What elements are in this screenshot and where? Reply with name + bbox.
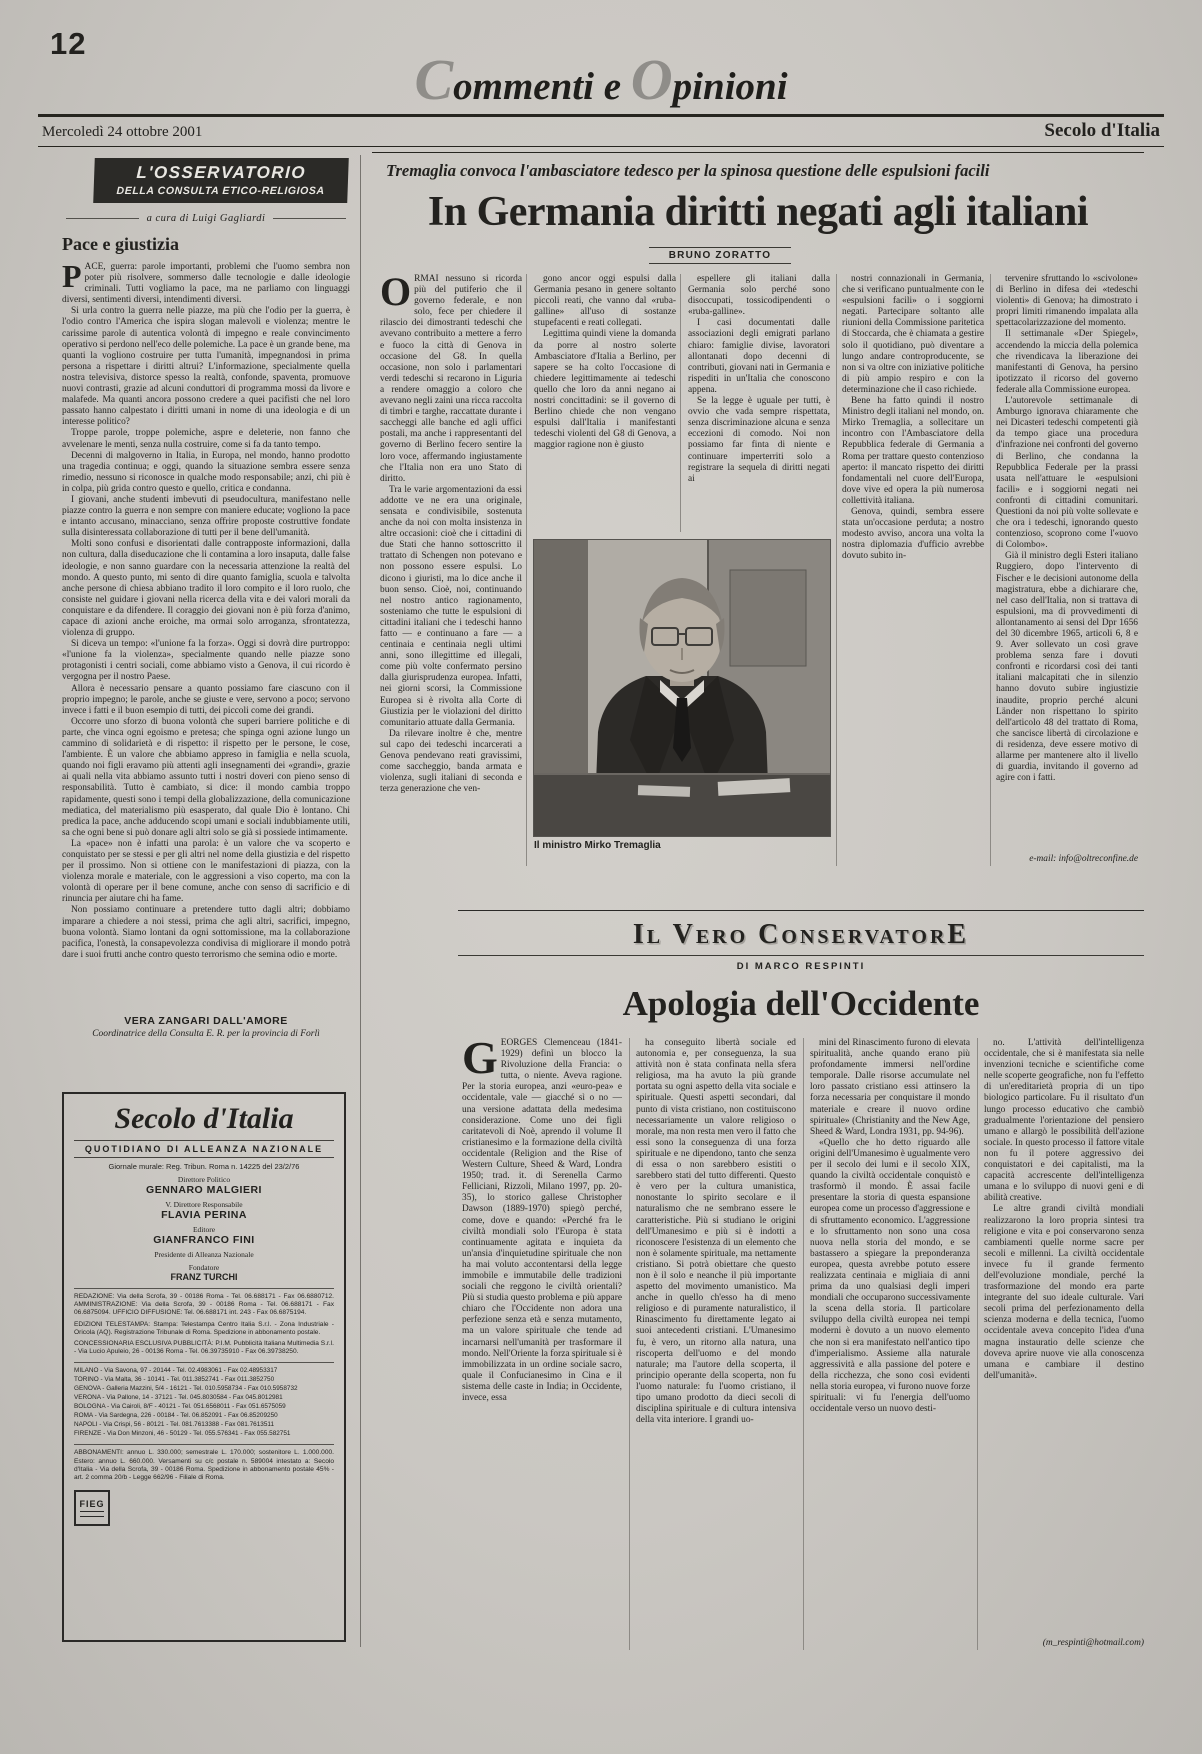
curator-dash-right: [273, 218, 346, 219]
conservatore-byline: DI MARCO RESPINTI: [736, 961, 866, 972]
minister-photo: [534, 540, 830, 836]
paragraph: CONCESSIONARIA ESCLUSIVA PUBBLICITÀ: P.I.M. Pubblicità Italiana Multimedia S.r.l. - Via Lucio Apuleio, 26 - 00136 Roma - Tel. 06.39735910 - Fax 06.39738250.: [74, 1340, 334, 1356]
paragraph: Il settimanale «Der Spiegel», accendendo la miccia della polemica che rivendicava la liberazione dei manifestanti di Genova, ha persino ipotizzato il ricorso del governo federale alla Commissione europea.: [996, 329, 1138, 395]
column-5-paragraphs: [996, 274, 1138, 784]
header-rule-thick: [38, 114, 1164, 117]
fieg-row: [74, 1490, 334, 1526]
main-headline: In Germania diritti negati agli italiani: [427, 189, 1089, 235]
column-separator: [836, 274, 837, 866]
name-editore: GIANFRANCO FINI: [153, 1234, 255, 1246]
role-direttore-responsabile: V. Direttore Responsabile: [165, 1200, 243, 1209]
role-fondatore: Fondatore: [188, 1263, 220, 1272]
paragraph: [462, 1038, 622, 1404]
osservatorio-title: Pace e giustizia: [62, 234, 179, 254]
osservatorio-banner: [93, 158, 349, 203]
paragraph: Già il ministro degli Esteri italiano Ruggiero, dopo l'intervento di Fischer e le decisioni autonome della magistratura, ebbe a dichiarare che, nel caso dell'Italia, non si trattava di espulsioni, ma di provvedimenti di allontanamento ai sensi del Dpr 1656 del 30 dicembre 1965, articoli 6, 8 e 9. Aver sollevato un così grave problema senza fare i dovuti confronti e ricordarsi così dei tanti italiani malcapitati che in silenzio hanno dovuto subire ingiustizie inaudite, proprio perché alcuni Länder non rispettano lo spirito dell'articolo 48 del trattato di Roma, che sancisce libertà di circolazione e di residenza, deve essere motivo di allarme per mantenere alto il livello di guardia, invitando il governo ad agire con i fatti.: [996, 551, 1138, 784]
paragraph: Bene ha fatto quindi il nostro Ministro degli italiani nel mondo, on. Mirko Tremaglia, a sollecitare un incontro con l'Ambasciatore della Repubblica federale di Germania a Roma per trattare questo contenzioso aperto: il mancato rispetto dei diritti fondamentali nel cuore dell'Europa, dove vive ed opera la più numerosa collettività italiana.: [842, 396, 984, 506]
paragraph: FIRENZE - Via Don Minzoni, 46 - 50129 - Tel. 055.576341 - Fax 055.582751: [74, 1430, 291, 1438]
section-word-2: pinioni: [672, 65, 788, 108]
section-initial-o: O: [630, 47, 673, 112]
paragraph: Molti sono confusi e disorientati dalle contrapposte informazioni, dalla non cultura, dalla diseducazione che li contamina a loro insaputa, dalle false ideologie, e non sanno guardare con la necessaria attenzione la realtà del mondo. A questo punto, mi sento di dire quanto famiglia, scuola e talvolta anche persone di chiesa abbiano tradito il loro compito e il loro ruolo, che consiste nel guidare i giovani nella ricerca della vita e dei valori morali da conquistare e da difendere. Il coraggio dei giovani non è più forza d'animo, capace di azioni anche eroiche, ma ormai solo arroganza, sfrontatezza, violenza di gruppo.: [62, 539, 350, 639]
paragraph: ha conseguito libertà sociale ed autonomia e, per conseguenza, la sua attività non è stata confinata nella sfera religiosa, ma ha avuto la più grande portata su ogni aspetto della vita sociale e spirituale. Questi aspetti secondari, dal punto di vista cristiano, non costituiscono necessariamente un valore religioso o morale, ma non resta men vero il fatto che essi sono la conseguenza di una forza spirituale e ne dipendono, tanto che senza di essa o non sarebbero esistiti o sarebbero stati del tutto differenti. Questo è vero per la cultura umanistica, nonostante lo spirito secolare e il naturalismo che ne sembrano essere le caratteristiche. Più si studiano le origini dell'Umanesimo e più si è indotti a riconoscere l'esistenza di un elemento che non è solamente spirituale, ma nettamente cristiano. Si potrà obiettare che questo non è il solo e neanche il più importante aspetto del movimento umanistico. Ma anche in quello ch'esso ha di meno religioso e di puramente naturalistico, il Rinascimento fu direttamente legato ai suoi antecedenti cristiani. L'Umanesimo fu, è vero, un ritorno alla natura, una riscoperta dell'uomo e del mondo naturale; ma l'autore della scoperta, il principio operante della scoperta, non fu l'uomo naturale: fu l'uomo cristiano, il tipo umano prodotto da dieci secoli di disciplina spirituale e di cultura intensiva della vita interiore. I grandi uo-: [636, 1038, 796, 1426]
date: Mercoledì 24 ottobre 2001: [42, 124, 203, 140]
column-separator: [977, 1038, 978, 1650]
colophon-city-lines: [74, 1367, 334, 1438]
colophon-masthead: Secolo d'Italia: [114, 1102, 294, 1135]
subscriptions-info: ABBONAMENTI: annuo L. 330.000; semestrale L. 170.000; sostenitore L. 1.000.000. Estero: annuo L. 660.000. Versamenti su c/c postale n. 589004 intestato a: Secolo d'Italia - Via della Scrofa, 39 - 00186 Roma. Spedizione in abbonamento postale 45% - art. 2 comma 20/b - Legge 662/96 - Filiale di Roma.: [74, 1449, 334, 1482]
conservatore-col3-paragraphs: [810, 1038, 970, 1415]
drop-cap: G: [462, 1038, 498, 1083]
paragraph: [62, 262, 350, 306]
paragraph: Da rilevare inoltre è che, mentre sul capo dei tedeschi incarcerati a Genova pendevano reati gravissimi, come saccheggio, banda armata e violenza, sugli italiani di seconda e terza generazione che ven-: [380, 728, 522, 795]
article-column-5: [996, 274, 1138, 866]
paragraph: La «pace» non è infatti una parola: è un valore che va scoperto e conquistato per se stessi e per gli altri nel nome della giustizia e del rispetto per il prossimo. Non si ottiene con le manifestazioni di piazza, con la violenza morale e materiale, con le aggressioni a viso coperto, ma con la volontà di operare per il bene comune, anche con senso di sacrificio e di rinuncia per aiutare chi ha fame.: [62, 838, 350, 905]
editore-note: Presidente di Alleanza Nazionale: [154, 1250, 254, 1259]
name-fondatore: FRANZ TURCHI: [170, 1272, 238, 1282]
conservatore-header-rule: [458, 955, 1144, 956]
kicker: Tremaglia convoca l'ambasciatore tedesco per la spinosa questione delle espulsioni facili: [386, 161, 990, 180]
paragraph: Tra le varie argomentazioni da essi addotte ve ne era una originale, sensata e condivisibile, sostenuta anche da noi con molta insistenza in altre occasioni: cioè che i cittadini di due Stati che hanno sottoscritto il trattato di Schengen non potevano e non possono essere espulsi. Lo dicono i giuristi, ma lo dice anche il buon senso. Cioè, noi, continuando nel nostro antico ragionamento, sosteniamo che tutte le espulsioni di cittadini italiani che i tedeschi hanno fatto — e continuano a fare — a centinaia e centinaia negli ultimi anni, sono illegittime ed illegali, come più volte confermato persino dalla giurisprudenza europea. Infatti, nei giorni scorsi, la Commissione Europea si è rivolta alla Corte di Giustizia per le violazioni del diritto comunitario attuate dalla Germania.: [380, 484, 522, 728]
conservatore-header: Il Vero ConservatorE: [632, 919, 970, 950]
author-signature: VERA ZANGARI DALL'AMORE: [124, 1015, 288, 1027]
conservatore-headline: Apologia dell'Occidente: [622, 984, 980, 1023]
curator-text: a cura di Luigi Gagliardi: [146, 213, 266, 224]
paragraph: Allora è necessario pensare a quanto possiamo fare ciascuno con il proprio impegno; le parole, anche se giuste e vere, servono a poco; servono invece i fatti e il buon esempio di tutti, dei piccoli come dei grandi.: [62, 683, 350, 716]
paragraph: gono ancor oggi espulsi dalla Germania pesano in genere soltanto piccoli reati, che vanno dal «ruba-galline» all'uso di sostanze stupefacenti e reati collegati.: [534, 274, 676, 329]
article-columns: [372, 274, 1144, 870]
article-column-2: [534, 274, 676, 532]
paragraph: no. L'attività dell'intelligenza occidentale, che si è manifestata sia nelle invenzioni tecniche e scientifiche come nelle scoperte geografiche, non fu l'effetto di un'ereditarietà propria di un tipo biologico particolare. Fu il risultato d'un lungo processo educativo che cambiò gradualmente l'orientazione del pensiero umano e allargò le possibilità dell'azione sociale. In questo processo il fattore vitale non fu il potere aggressivo dei conquistatori e dei capitalisti, ma la capacità accrescente dell'intelligenza umana e lo sviluppo di nuovi geni e di abilità creative.: [984, 1038, 1144, 1204]
column-2-paragraphs: [534, 274, 676, 452]
role-direttore-politico: Direttore Politico: [177, 1175, 231, 1184]
byline: BRUNO ZORATTO: [649, 247, 791, 264]
byline-row: [334, 245, 1106, 264]
column-separator: [990, 274, 991, 866]
paragraph: Troppe parole, troppe polemiche, aspre e deleterie, non fanno che avvelenare le menti, senza nulla costruire, come si fa da tanto tempo.: [62, 428, 350, 450]
paragraph: Le altre grandi civiltà mondiali realizzarono la loro propria sintesi tra religione e vita e poi conservarono senza cambiamenti quelle norme sacre per secoli e millenni. La civiltà occidentale invece fu il grande fermento dell'evoluzione mondiale, perché la trasformazione del mondo era parte integrante del suo ideale culturale. Vari secoli prima del perfezionamento della scienza moderna e della tecnica, l'uomo occidentale aveva concepito l'idea d'una magna instauratio delle scienze che doveva aprire nuove vie alla conoscenza umana e cambiare il destino dell'umanità».: [984, 1204, 1144, 1381]
colophon-divider: [74, 1444, 334, 1445]
drop-cap: P: [62, 262, 82, 294]
paragraph: Decenni di malgoverno in Italia, in Europa, nel mondo, hanno prodotto una tragedia continua; e oggi, quando la situazione sembra essere senza rimedio, nessuno si riconosce in qualche modo responsabile; anzi, chi più è in colpa, più grida contro questo e quello, critica e condanna.: [62, 450, 350, 494]
conservatore-column-4: [984, 1038, 1144, 1650]
column-separator: [526, 274, 527, 866]
name-direttore-responsabile: FLAVIA PERINA: [161, 1209, 247, 1221]
paragraph: [380, 274, 522, 485]
paragraph: Si diceva un tempo: «l'unione fa la forza». Oggi si dovrà dire purtroppo: «l'unione fa la violenza», specialmente quando nelle piazze sono protagonisti i centri sociali, come abbiamo visto a Genova, il cui ricordo è vergogna per il nostro Paese.: [62, 639, 350, 683]
fieg-logo-text: FIEG: [79, 1499, 105, 1510]
paragraph: VERONA - Via Pallone, 14 - 37121 - Tel. 045.8030584 - Fax 045.8012981: [74, 1394, 283, 1402]
paragraph: Genova, quindi, sembra essere stata un'occasione perduta; a nostro modesto avviso, ancora una volta la nostra diplomazia d'ufficio avrebbe dovuto subito in-: [842, 506, 984, 562]
role-editore: Editore: [192, 1225, 216, 1234]
paragraph-text: RMAI nessuno si ricorda più del putiferio che il governo federale, e non solo, fece per chiedere il rilascio dei dimostranti tedeschi che avevano contribuito a mettere a ferro e fuoco la città di Genova in occasione del G8. In quella occasione, non solo i parlamentari verdi tedeschi si recarono in Liguria a rendere omaggio a coloro che avevano negli zaini una ricca raccolta di timbri e targhe, raccattate durante i saccheggi alle banche ed agli uffici postali, ma anche i rappresentanti del governo di Berlino fecero sentire la loro voce, affermando ingiustamente che l'Italia non era uno Stato di diritto.: [380, 274, 522, 484]
conservatore-email: (m_respinti@hotmail.com): [1042, 1638, 1144, 1648]
column-separator: [680, 274, 681, 532]
column-4-paragraphs: [842, 274, 984, 562]
paragraph: Legittima quindi viene la domanda da porre al nostro solerte Ambasciatore d'Italia a Berlino, per sapere se ha colto l'occasione di chiedere legittimamente ai tedeschi quello che loro da anni negano ai nostri concittadini: se il governo di Berlino chiede che non vengano espulsi dall'Italia i manifestanti tedeschi violenti del G8 di Genova, a maggior ragione non è giusto: [534, 329, 676, 451]
paragraph: ROMA - Via Sardegna, 226 - 00184 - Tel. 06.852091 - Fax 06.85209250: [74, 1412, 278, 1420]
conservatore-column-3: [810, 1038, 970, 1650]
name-direttore-politico: GENNARO MALGIERI: [146, 1184, 262, 1196]
banner-line-1: L'OSSERVATORIO: [136, 163, 307, 182]
column-separator: [803, 1038, 804, 1650]
paragraph: nostri connazionali in Germania, che si verificano puntualmente con le «espulsioni facili» o i soggiorni negati. Partecipare soltanto alle riunioni della Commissione paritetica di Stoccarda, che è chiamata a gestire solo il quotidiano, può diventare a lungo andare controproducente, se non si va oltre con iniziative politiche di più ampio respiro e con la determinazione che il caso richiede.: [842, 274, 984, 395]
colophon-registration: Giornale murale: Reg. Tribun. Roma n. 14225 del 23/2/76: [108, 1162, 300, 1171]
colophon-address-blocks: [74, 1293, 334, 1356]
curator-row: [66, 213, 346, 224]
article-column-1: [380, 274, 522, 866]
osservatorio-paragraphs: [62, 306, 350, 961]
paragraph: Se la legge è uguale per tutti, è ovvio che vada sempre rispettata, senza discriminazione alcuna e senza eccezioni di comodo. Noi non possiamo far finta di niente e continuare imperterriti solo a registrare la sequela di diritti negati ai: [688, 396, 830, 484]
paragraph: I giovani, anche studenti imbevuti di pseudocultura, manifestano nelle piazze contro la guerra e non sempre con maniere educate; vogliono la pace e intanto accusano, minacciano, senza offrire proposte costruttive fondate sulla disinteressata collaborazione di tutti per il bene dell'umanità.: [62, 494, 350, 539]
paragraph: BOLOGNA - Via Cairoli, 8/F - 40121 - Tel. 051.6568011 - Fax 051.6575059: [74, 1403, 286, 1411]
paragraph: mini del Rinascimento furono di elevata spiritualità, anche quando erano più profondamente immersi nell'ordine temporale. Dalle risorse accumulate nel loro passato cristiano essi attinsero la forza necessaria per conquistare il mondo materiale e creare il nuovo ordine spirituale» (Christianity and the New Age, Sheed & Ward, Londra 1931, pp. 94-96).: [810, 1038, 970, 1137]
paragraph: L'autorevole settimanale di Amburgo ignorava chiaramente che nei Dicasteri tedeschi competenti già da tempo giace una procedura d'infrazione nei confronti del governo di Berlino, che condanna la Repubblica Federale per la prassi usata nell'attuare le «espulsioni facili» e i soggiorni negati nei confronti di cittadini comunitari. Questioni da noi più volte sollevate e che ora i tedeschi, ignorando questo contenzioso, scoprono come l'«uovo di Colombo».: [996, 396, 1138, 551]
colophon-subtitle: QUOTIDIANO DI ALLEANZA NAZIONALE: [74, 1140, 334, 1158]
paragraph: EDIZIONI TELESTAMPA: Stampa: Telestampa Centro Italia S.r.l. - Zona Industriale - Oricola (AQ). Registrazione Tribunale di Roma. Spedizione in abbonamento postale.: [74, 1320, 334, 1336]
newspaper-name: Secolo d'Italia: [1044, 120, 1160, 141]
paragraph: GENOVA - Galleria Mazzini, 5/4 - 16121 - Tel. 010.5958734 - Fax 010.5958732: [74, 1385, 298, 1393]
fieg-logo-bars: [80, 1511, 104, 1517]
page-number: 12: [50, 26, 87, 61]
osservatorio-column: [60, 158, 352, 1039]
paragraph-text: EORGES Clemenceau (1841-1929) definì un blocco la Rivoluzione della Francia: o tutta, o niente. Aveva ragione. Per la storia europea, anzi «euro-pea» e occidentale, vale — giacché sì o no — una versione adattata della medesima considerazione. Come uno dei figli caritatevoli di Noè, aprendo il volume Il cristianesimo e la formazione della civiltà occidentale (Religion and the Rise of Western Culture, Sheed & Ward, Londra 1950; trad. it. di Serenella Carmo Felliciani, Rizzoli, Milano 1997, pp. 20-35), lo storico gallese Christopher Dawson (1889-1970) spiegò perché, come, dove e quando: «Perché fra le civiltà mondiali solo l'Europa è stata continuamente agitata e inquieta da un'ansia d'inquietudine spirituale che non ha mai voluto accontentarsi della legge immobile e immutabile delle tradizioni sociali che reggono le civiltà orientali? Più si studia questo problema e più appare chiaro che l'Occidente non adora una perfezione senza età e senza mutamento, ma un valore spirituale che tende ad incarnarsi nell'umanità per trasformare il mondo. Nell'Oriente la forza spirituale si è immobilizzata in un ordine sociale sacro, quale il Confucianesimo in Cina e il sistema delle caste in India; in Occidente, invece, essa: [462, 1038, 622, 1403]
section-word-1: ommenti e: [453, 65, 631, 108]
drop-cap: O: [380, 274, 412, 314]
left-column-divider: [360, 155, 361, 1647]
column-separator: [629, 1038, 630, 1650]
paragraph: Non possiamo continuare a pretendere tutto dagli altri; dobbiamo imparare a chiedere a noi stessi, prima che agli altri, sacrifici, impegno, buona volontà. Siamo lontani da ogni sottomissione, ma la collaborazione pacifica, l'onestà, la consapevolezza condivisa di migliorare il mondo potrà dare i suoi frutti anche contro questo terrorismo che semina odio e morte.: [62, 905, 350, 960]
column-3-paragraphs: [688, 274, 830, 485]
osservatorio-body: [60, 262, 352, 1007]
paragraph: TORINO - Via Malta, 36 - 10141 - Tel. 011.3852741 - Fax 011.3852750: [74, 1376, 275, 1384]
conservatore-col2-paragraphs: [636, 1038, 796, 1426]
conservatore-section: [458, 910, 1144, 1650]
paragraph: MILANO - Via Savona, 97 - 20144 - Tel. 02.4983061 - Fax 02.48953317: [74, 1367, 278, 1375]
conservatore-column-2: [636, 1038, 796, 1650]
conservatore-column-1: [462, 1038, 622, 1650]
paragraph: NAPOLI - Via Crispi, 56 - 80121 - Tel. 081.7613388 - Fax 081.7613511: [74, 1421, 275, 1429]
column-1-paragraphs: [380, 485, 522, 796]
conservatore-columns: [458, 1038, 1144, 1650]
colophon-divider: [74, 1362, 334, 1363]
contact-email: e-mail: info@oltreconfine.de: [1029, 854, 1138, 864]
paragraph: espellere gli italiani dalla Germania solo perché sono disoccupati, tossicodipendenti o «ruba-galline».: [688, 274, 830, 318]
minister-photo-illustration: [534, 540, 830, 836]
article-column-4: [842, 274, 984, 866]
paragraph: I casi documentati dalle associazioni degli emigrati parlano chiaro: famiglie divise, lavoratori allontanati dopo decenni di contributi, giovani nati in Germania e rispediti in un'Italia che conoscono appena.: [688, 318, 830, 395]
paragraph-text: ACE, guerra: parole importanti, problemi che l'uomo sembra non poter più risolvere, sommerso dalle tecnologie e dalle ideologie criminali. Tutti vogliamo la pace, ma ne parliamo con linguaggi diversi, sentimenti diversi, intendimenti diversi.: [62, 262, 350, 306]
conservatore-col4-paragraphs: [984, 1038, 1144, 1382]
colophon-box: [62, 1092, 346, 1642]
banner-line-2: DELLA CONSULTA ETICO-RELIGIOSA: [116, 185, 325, 197]
minister-photo-block: [534, 540, 830, 851]
paragraph: Si urla contro la guerra nelle piazze, ma più che l'odio per la guerra, è l'odio contro l'America che ispira slogan malevoli e violenza; mentre le carissime parole di autentica volontà di impegno e reale convincimento operativo si perdono nell'eco delle polemiche. La pace è un grande bene, ma quanti la vogliono costruire per tutta l'umanità, impegnandosi in prima persona a rispettare i diritti altrui? L'informazione, specialmente quella nostra televisiva, distorce spesso la realtà, confonde, spaventa, promuove nuovi contrasti, grazie ad alcuni conduttori di programma mossi da livore e malafede. Ma quanti ancora possono credere a quei pacifisti che nel loro passato hanno calpestato i diritti umani in nome di una ideologia e di un interesse politico?: [62, 306, 350, 428]
paragraph: tervenire sfruttando lo «scivolone» di Berlino in difesa dei «tedeschi violenti» di Genova; ha dimostrato i propri limiti rimanendo impalata alla spettacolarizzazione del momento.: [996, 274, 1138, 329]
photo-caption: Il ministro Mirko Tremaglia: [534, 840, 661, 851]
fieg-logo: [74, 1490, 110, 1526]
section-initial-c: C: [414, 47, 454, 112]
dateline-row: [42, 120, 1160, 142]
colophon-divider: [74, 1288, 334, 1289]
paragraph: «Quello che ho detto riguardo alle origini dell'Umanesimo è ugualmente vero per il secolo dei lumi e il secolo XIX, quando la civiltà occidentale conquistò e trasformò il mondo. È assai facile presentare la storia di questa espansione europea come un processo d'aggressione e di sfruttamento economico. L'aggressione e lo sfruttamento non sono una cosa nuova nella storia del mondo, e se bastassero a spiegare la preponderanza europea, questa avrebbe potuto essere realizzata centinaia e migliaia di anni prima da uno qualsiasi degli imperi mondiali che occuparono successivamente la scena della storia. Il particolare sviluppo della civiltà europea nei tempi moderni è dovuto a un nuovo elemento che non si era manifestato nell'antico tipo d'imperialismo. Assieme alla naturale aggressività e alla passione del potere e della ricchezza, che sono così evidenti nella storia europea, vi furono nuove forze spirituali: vi fu l'energia dell'uomo occidentale verso un nuovo desti-: [810, 1137, 970, 1415]
paragraph: REDAZIONE: Via della Scrofa, 39 - 00186 Roma - Tel. 06.688171 - Fax 06.6880712. AMMINISTRAZIONE: Via della Scrofa, 39 - 00186 Roma - Tel. 06.688171 - Fax 06.6875094. UFFICIO DIFFUSIONE: Tel. 06.688171 int. 243 - Fax 06.6875194.: [74, 1293, 334, 1317]
main-article: [372, 152, 1144, 870]
author-role: Coordinatrice della Consulta E. R. per la provincia di Forlì: [92, 1029, 320, 1039]
article-column-3: [688, 274, 830, 532]
curator-dash-left: [66, 218, 139, 219]
paragraph: Occorre uno sforzo di buona volontà che superi barriere politiche e di parte, che vinca ogni egoismo e pretesa; che spinga ogni azione lungo un cammino di solidarietà e di rispetto: il rispetto per le persone, le cose, l'ambiente. È un valore che abbiamo appreso in famiglia e nella scuola, quando noi figli eravamo più attenti agli insegnamenti dei «grandi», grazie ai quali nella vita abbiamo assunto tutti i nostri doveri con pieno senso di responsabilità. Tutto è cambiato, si dice: il mondo cambia troppo rapidamente, questi sono i tempi della globalizzazione, della comunicazione mediatica, del materialismo più esasperato, dal quale Dio è lontano. Chi predica la pace, anche adducendo scopi umani e sociali indubbiamente utili, sa che ogni bene si può donare agli altri solo se già si possiede intimamente.: [62, 716, 350, 838]
header-rule-thin: [38, 146, 1164, 147]
